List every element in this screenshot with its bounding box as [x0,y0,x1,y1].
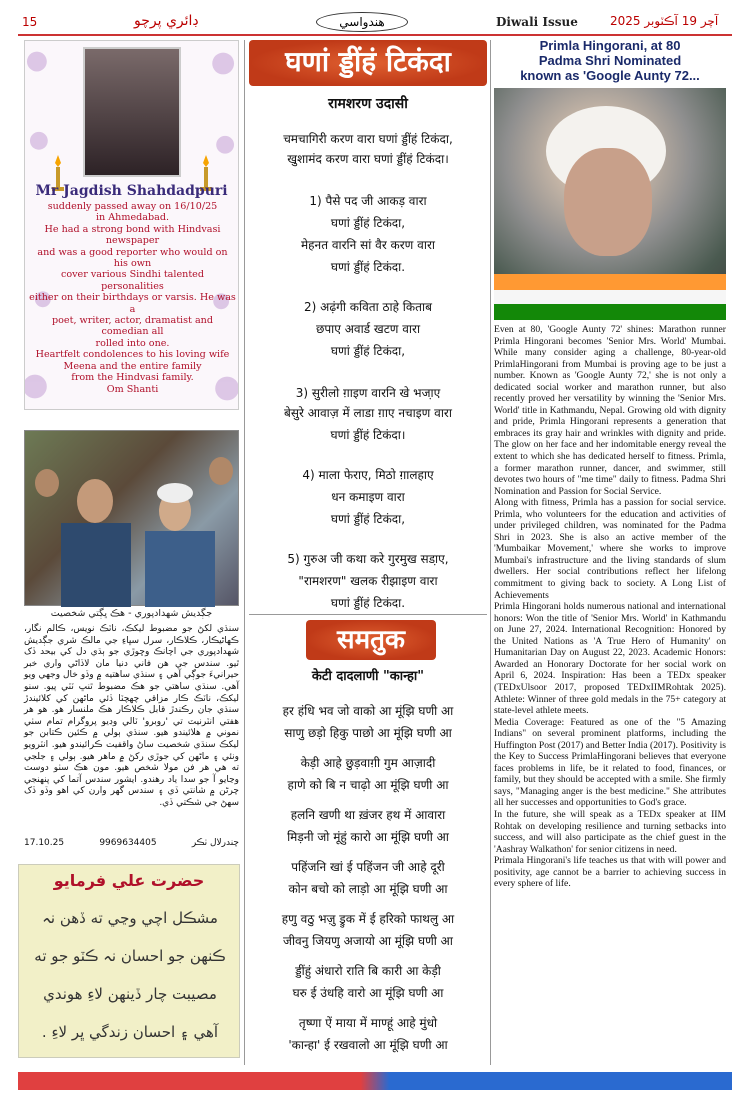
poem-line: घणां ड्डींहं टिकंदा. [330,596,406,610]
obituary-name: Mr Jagdish Shahdadpuri [35,183,228,199]
poem-line: 4) माला फेराए, मिठो ग़ालहाए [302,468,434,482]
poem-line: केड़ी आहे छुड़वाग़ी गुम आज़ादी [300,756,436,770]
poem-line: 1) पैसे पद जी आकड़ वारा [309,194,427,208]
poem-title: घणां ड्डींहं टिकंदा [249,40,487,86]
quote-line: مصيبت چار ڏينهن لاءِ هوندي [43,985,217,1003]
column-divider [490,40,491,1065]
poem-line: कोन बचो को लाड़ो आ मूंझि घणी आ [288,882,448,896]
article-body [494,324,726,890]
poem-line: घरु ई उंधहि वारो आ मूंझि घणी आ [292,986,444,1000]
paragraph: Media Coverage: Featured as one of the "5 Amazing Indians" on several prominent platforms, including the Huffington Post (2017) and Better India (2017). Positivity is the Key to Success PrimlaHingorani believes that everyone faces problems in life, be it related to food, finances, or family, but they should be accepted with a smile. She firmly says, "Managing anger is the best medicine." She attributes all her successes and opportunities to God's grace. [494,716,726,809]
article-date: 17.10.25 [24,838,65,848]
author-phone: 9969634405 [99,838,157,848]
sindhi-article-body: سنڌي لکڻ جو مضبوط ليکڪ، ناٽڪ نويس، ڪالم نگار، ڪهاڻيڪار، ڪلاڪار، سرل سڀاءِ جي مالڪ شري جڳديش شهدادپوري جي اچانڪ وڇوڙي جو ٻڌي دل کي بيحد ڏک ٿيو. سندس جي هن فاني دنيا مان لاڏاڻي واري خبر حيرانيءَ جوڳي آهي ۽ سنڌي ساهتيه ۾ وڏو خال وجهي ويو آهي. سنڌي ساهتي جو هڪ مضبوط ٿنڀ ٽٽي پيو. سنو ليکڪ، ناٽڪ ڪار مزاقي چهچٽا ڏئي ماڻهن کي کلائيندڙ سنڌي جان رڪندڙ قابل ڪلاڪار هڪ ملنسار هو. هو هر هفتي انٽرنيٽ تي 'روبرو' ٽالي وڊيو پروگرام تمام سٺي نموني ۾ هلائيندو هيو. سنڌي ٻولي ۾ ڪئين ڪتابن جو ليکڪ سنڌي شخصيت ساڻ واقفيت ڪرائيندو هيو. انٽرويو ونئي ۽ ماڻهن کي جوڙي رکڻ ۾ ماهر هيو. ٻولي ۽ جلجي ته هي هر فن مولا شخص هيو. مون هڪ سٺو دوست وڃايو آ جو سدا ياد رهندو. ايشور سندس آتما کي پنهنجي چرڻن ۾ شانتي ڏي ۽ سندس گهر وارن کي اهو وڏو ڏک سهڻ جي شڪتي ڏي. [24,624,239,808]
photo-caption: جڳديش شهدادپوري - هڪ ڀڳتي شخصيت [50,608,213,619]
poem-line: घणां ड्डींहं टिकंदा, [330,512,406,526]
quote-box [18,864,240,1058]
newspaper-logo: هندواسي [316,12,408,32]
headline-line: known as 'Google Aunty 72... [520,68,700,83]
poem-line: पहिंजनि खां ई पहिंजन जी आहे दूरी [291,860,445,874]
poem-line: चमचागिरी करण वारा घणां ड्डींहं टिकंदा, [283,132,453,146]
poem-author: रामशरण उदासी [328,96,408,112]
poem-line: हर हंधि भव जो वाको आ मूंझि घणी आ [282,704,454,718]
page-number: 15 [22,15,38,29]
paragraph: Primla Hingorani holds numerous national and international honors: Won the title of 'Senior Mrs. World' in Kathmandu on June 27, 2024. International Recognition: Honored by the United Nations as 'A True Hero of Humanity' on Humanitarian Day on August 22, 2023. Academic Honors: Awarded an Honorary Doctorate for her social work on April 6, 2024. Inspiration: Has been a TEDx speaker (TEDxUlsoor 2017, proposed TEDxIIMRohtak 2025). Athlete: Winner of three gold medals in the 75+ category at state-level athlete meets. [494,601,726,717]
article-photo [494,88,726,320]
article-author: چندرلال ٺڪر [191,838,239,848]
page-header [18,10,732,36]
headline-line: Primla Hingorani, at 80 [539,38,681,53]
issue-label: Diwali Issue [496,15,578,29]
column-divider [244,40,245,1065]
poem-line: छपाए अवार्ड खटण वारा [315,322,421,336]
poem-line: जीवनु जियणु अजायो आ मूंझि घणी आ [283,934,453,948]
poem-line: मिड़नी जो मूंहुं कारो आ मूंझि घणी आ [287,830,449,844]
quote-line: مشڪل اچي وڃي ته ڏهن نہ [42,909,218,927]
obituary-box [24,40,239,410]
quote-line: ڪنهن جو احسان نہ ڪٽو جو ته [34,947,226,965]
quote-line: آهي ۽ احسان زندگي ڀر لاءِ . [41,1023,219,1041]
poem-line: मेहनत वारनि सां वैर करण वारा [301,238,435,252]
poem-line: 3) सुरीलो ग़ाइण वारनि खे भजा़ए [295,386,441,400]
obituary-line: Om Shanti [106,383,159,395]
quote-title: حضرت علي فرمايو [53,871,205,890]
obituary-line: He had a strong bond with Hindvasi newspaper [44,223,221,247]
poem-line: धन कमाइण वारा [331,490,405,504]
event-photo [24,430,239,606]
obituary-line: rolled into one. [95,337,170,349]
obituary-line: suddenly passed away on 16/10/25 [47,201,218,212]
poem-line: हणु वठु भज़ु ड्रुक में ई हरिको फाथलु आ [281,912,455,926]
poem-line: "रामशरण" खलक रीझाइण वारा [298,574,438,588]
obituary-line: poet, writer, actor, dramatist and comedian all [52,315,213,338]
issue-date: آچر 19 آڪٽوبر 2025 [610,14,719,28]
footer-bar [18,1072,732,1090]
obituary-line: cover various Sindhi talented personalities [60,269,205,292]
paragraph: Along with fitness, Primla has a passion for social service. Primla, who volunteers for the education and activities of under privileged children, was nominated for the Padma Shri in 2023. She is also an active member of the 'Mumbaikar Movement,' where she works to improve Mumbai's infrastructure and the living standards of slum dwellers. Her social contributions reflect her lifelong commitment to giving back to society. A Long List of Achievements [494,497,726,601]
poem-line: 5) गुरुअ जी कथा करे गुरमुख सडा़ए, [287,552,449,566]
obituary-text [29,201,236,395]
obituary-line: in Ahmedabad. [95,212,170,224]
poem-line: साणु छड़ो हिकु पाछो आ मूंझि घणी आ [284,726,452,740]
poem-line: हलनि खणी था ख़ंजर हथ में आवारा [290,808,446,822]
obituary-line: either on their birthdays or varsis. He was a [29,292,236,315]
poem-line: घणां ड्डींहं टिकंदा, [330,216,406,230]
poem-line: 2) अढ़ंगी कविता ठाहे किताब [304,300,432,314]
article-headline [494,38,726,83]
poem-line: ड्डींहुं अंधारो राति बि कारी आ केड़ी [295,964,441,978]
article-signature [24,838,239,848]
poem-line: खुशामंद करण वारा घणां ड्डींहं टिकंदा। [287,152,449,166]
poem-author: केटी दादलाणी "कान्हा" [311,669,425,684]
poem-line: बेसुरे आवाज़ में लाडा ग़ाए नचाइण वारा [284,406,452,420]
poem-line: 'कान्हा' ई रखवालो आ मूंझि घणी आ [288,1038,448,1052]
paragraph: Primala Hingorani's life teaches us that with will power and positivity, age cannot be a barrier to achieving success in every sphere of life. [494,855,726,890]
paragraph: Even at 80, 'Google Aunty 72' shines: Marathon runner Primla Hingorani becomes 'Senior Mrs. World' Mumbai. While many consider aging a challenge, 80-year-old PrimlaHingorani from Mumbai is proving age to be just a number. Known as 'Google Aunty 72,' she is not only a dedicated social worker and marathon runner, but also recently proved her versatility by winning the 'Senior Mrs. World' title in Kathmandu, Nepal. Growing old with dignity and pride, Primla Hingorani represents a generation that embraces its gray hair and wrinkles with dignity and pride. The glow on her face and her indomitable energy reveal the extent to which she has dedicated herself to fitness. Primla, a former marathon runner, dancer, and swimmer, still devotes two hours of "me time" daily to fitness. Padma Shri Nomination and Passion for Social Service. [494,324,726,497]
obituary-photo [83,47,181,177]
poem-title: समतुक [306,620,436,660]
section-divider [249,614,487,615]
obituary-line: and was a good reporter who would on his own [37,246,228,270]
headline-line: Padma Shri Nominated [538,53,682,68]
poem-line: तृष्णा ऐं माया में माण्हूं आहे मुंधो [298,1016,438,1030]
poem-line: घणां ड्डींहं टिकंदा, [330,344,406,358]
paragraph: In the future, she will speak as a TEDx speaker at IIM Rohtak on developing resilience and turning setbacks into success, and will also participate as the chief guest in the 'Aashray Walkathon' for senior citizens in need. [494,808,726,855]
poem-line: हाणे को बि न चाढ़ो आ मूंझि घणी आ [287,778,449,792]
poem-line: घणां ड्डींहं टिकंदा. [330,260,406,274]
obituary-line: from the Hindvasi family. [71,372,194,384]
obituary-line: Heartfelt condolences to his loving wife [35,349,230,361]
section-name: ڊائري پرچو [134,13,199,29]
people-photo-icon [25,431,240,607]
poem-line: घणां ड्डींहं टिकंदा। [330,428,406,442]
obituary-line: Meena and the entire family [63,360,202,372]
